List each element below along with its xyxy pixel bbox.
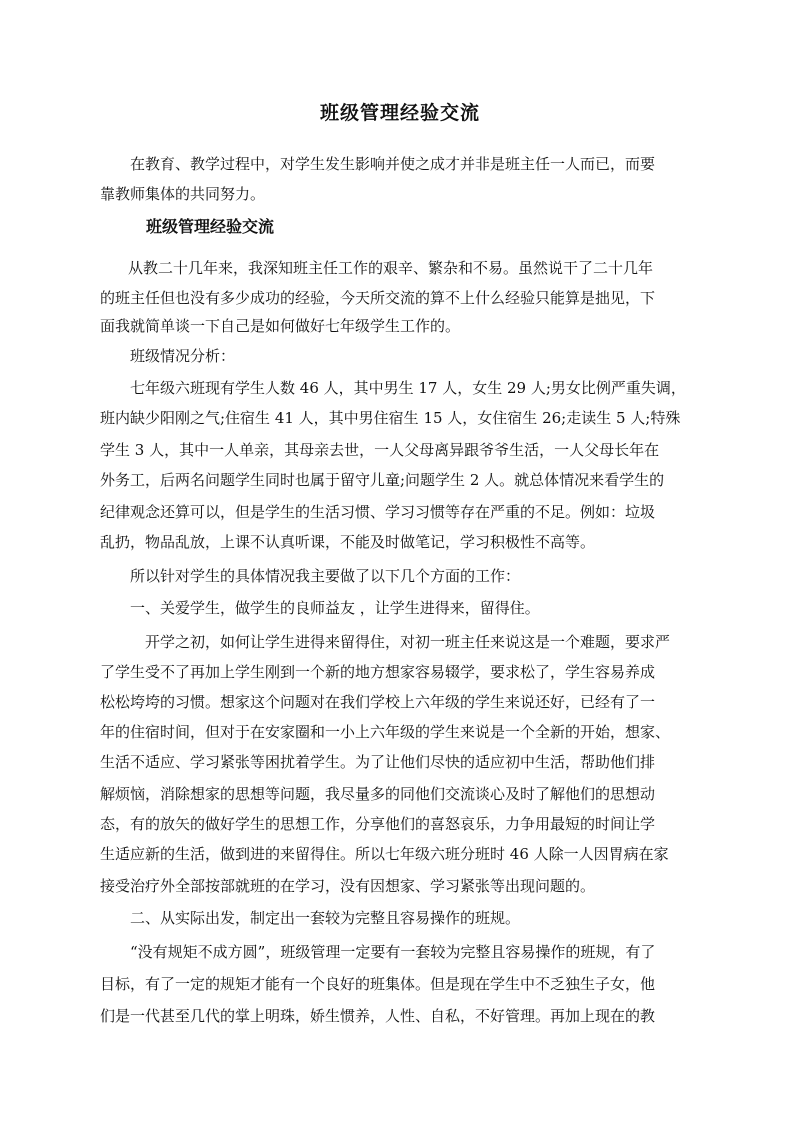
point1-heading: 一、关爱学生，做学生的良师益友 ，让学生进得来，留得住。 bbox=[130, 599, 540, 617]
para4-line-1: 开学之初，如何让学生进得来留得住，对初一班主任来说这是一个难题，要求严 bbox=[145, 633, 671, 651]
para5-line-1: “没有规矩不成方圆”，班级管理一定要有一套较为完整且容易操作的班规，有了 bbox=[130, 943, 656, 961]
para4-line-2: 了学生受不了再加上学生刚到一个新的地方想家容易辍学，要求松了，学生容易养成 bbox=[100, 663, 656, 681]
para4-line-4: 年的住宿时间，但对于在安家圈和一小上六年级的学生来说是一个全新的开始，想家、 bbox=[100, 723, 671, 741]
para4-line-6: 解烦恼，消除想家的思想等问题，我尽量多的同他们交流谈心及时了解他们的思想动 bbox=[100, 785, 656, 803]
para5-line-3: 们是一代甚至几代的掌上明珠，娇生惯养，人性、自私，不好管理。再加上现在的教 bbox=[100, 1007, 656, 1025]
intro-line-2: 靠教师集体的共同努力。 bbox=[100, 185, 266, 203]
para4-line-9: 接受治疗外全部按部就班的在学习，没有因想家、学习紧张等出现问题的。 bbox=[100, 877, 596, 895]
document-title: 班级管理经验交流 bbox=[319, 102, 480, 124]
para3-line: 所以针对学生的具体情况我主要做了以下几个方面的工作： bbox=[130, 567, 521, 585]
para2-line-4: 外务工，后两名问题学生同时也属于留守儿童;问题学生 2 人。就总体情况来看学生的 bbox=[100, 471, 665, 489]
section-label: 班级情况分析： bbox=[130, 347, 236, 365]
para1-line-3: 面我就简单谈一下自己是如何做好七年级学生工作的。 bbox=[100, 317, 461, 335]
para1-line-1: 从教二十几年来，我深知班主任工作的艰辛、繁杂和不易。虽然说干了二十几年 bbox=[128, 259, 654, 277]
para4-line-3: 松松垮垮的习惯。想家这个问题对在我们学校上六年级的学生来说还好，已经有了一 bbox=[100, 693, 656, 711]
para5-line-2: 目标，有了一定的规矩才能有一个良好的班集体。但是现在学生中不乏独生子女，他 bbox=[100, 975, 656, 993]
para4-line-7: 态，有的放矢的做好学生的思想工作，分享他们的喜怒哀乐，力争用最短的时间让学 bbox=[100, 815, 656, 833]
section-heading: 班级管理经验交流 bbox=[146, 217, 275, 236]
para2-line-2: 班内缺少阳刚之气;住宿生 41 人，其中男住宿生 15 人，女住宿生 26;走读生 5 人;特殊 bbox=[100, 409, 681, 427]
intro-line-1: 在教育、教学过程中，对学生发生影响并使之成才并非是班主任一人而已，而要 bbox=[130, 155, 656, 173]
para1-line-2: 的班主任但也没有多少成功的经验，今天所交流的算不上什么经验只能算是拙见，下 bbox=[100, 289, 656, 307]
para2-line-5: 纪律观念还算可以，但是学生的生活习惯、学习习惯等存在严重的不足。例如：垃圾 bbox=[100, 503, 656, 521]
para2-line-6: 乱扔，物品乱放，上课不认真听课，不能及时做笔记，学习积极性不高等。 bbox=[100, 533, 596, 551]
point2-heading: 二、从实际出发，制定出一套较为完整且容易操作的班规。 bbox=[130, 909, 521, 927]
para4-line-5: 生活不适应、学习紧张等困扰着学生。为了让他们尽快的适应初中生活，帮助他们排 bbox=[100, 753, 656, 771]
para2-line-1: 七年级六班现有学生人数 46 人，其中男生 17 人，女生 29 人;男女比例严重失调， bbox=[130, 379, 686, 397]
para4-line-8: 生适应新的生活，做到进的来留得住。所以七年级六班分班时 46 人除一人因胃病在家 bbox=[100, 845, 669, 863]
para2-line-3: 学生 3 人，其中一人单亲，其母亲去世，一人父母离异跟爷爷生活，一人父母长年在 bbox=[100, 441, 660, 459]
